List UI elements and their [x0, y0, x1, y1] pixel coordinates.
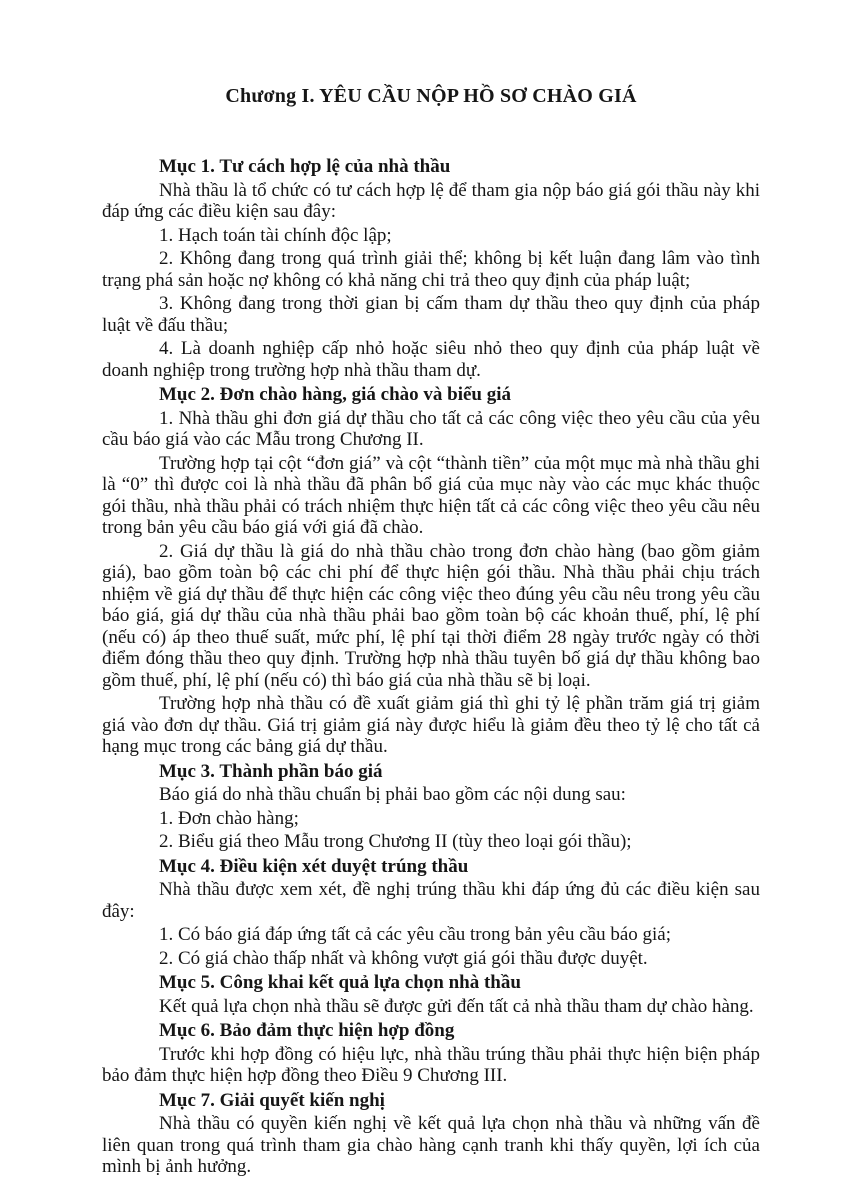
section-result-disclosure — [102, 972, 760, 1017]
paragraph: Nhà thầu là tổ chức có tư cách hợp lệ để tham gia nộp báo giá gói thầu này khi đáp ứng các điều kiện sau đây: — [102, 179, 760, 222]
section-heading: Mục 6. Bảo đảm thực hiện hợp đồng — [159, 1020, 455, 1041]
chapter-title: Chương I. YÊU CẦU NỘP HỒ SƠ CHÀO GIÁ — [225, 85, 637, 107]
paragraph: Trường hợp nhà thầu có đề xuất giảm giá thì ghi tỷ lệ phần trăm giá trị giảm giá vào đơn dự thầu. Giá trị giảm giá này được hiểu là giảm đều theo tỷ lệ cho tất cả hạng mục trong các bảng giá dự thầu. — [102, 693, 760, 757]
section-eligibility — [102, 156, 760, 381]
list-item: 1. Có báo giá đáp ứng tất cả các yêu cầu trong bản yêu cầu báo giá; — [159, 924, 672, 945]
paragraph: Trước khi hợp đồng có hiệu lực, nhà thầu trúng thầu phải thực hiện biện pháp bảo đảm thực hiện hợp đồng theo Điều 9 Chương III. — [102, 1043, 760, 1086]
paragraph: Nhà thầu có quyền kiến nghị về kết quả lựa chọn nhà thầu và những vấn đề liên quan trong quá trình tham gia chào hàng cạnh tranh khi thấy quyền, lợi ích của mình bị ảnh hưởng. — [102, 1113, 760, 1177]
section-award-conditions — [102, 856, 760, 970]
list-item: 4. Là doanh nghiệp cấp nhỏ hoặc siêu nhỏ theo quy định của pháp luật về doanh nghiệp trong trường hợp nhà thầu tham dự. — [102, 338, 760, 381]
list-item: 2. Biểu giá theo Mẫu trong Chương II (tùy theo loại gói thầu); — [159, 831, 632, 852]
section-petition-resolution — [102, 1090, 760, 1178]
list-item: 1. Đơn chào hàng; — [159, 807, 299, 829]
section-heading: Mục 4. Điều kiện xét duyệt trúng thầu — [159, 855, 469, 877]
paragraph: Trường hợp tại cột “đơn giá” và cột “thành tiền” của một mục mà nhà thầu ghi là “0” thì được coi là nhà thầu đã phân bổ giá của mục này vào các mục khác thuộc gói thầu, nhà thầu phải có trách nhiệm thực hiện tất cả các công việc theo yêu cầu nêu trong bản yêu cầu báo giá với giá đã chào. — [102, 452, 760, 538]
paragraph: 2. Giá dự thầu là giá do nhà thầu chào trong đơn chào hàng (bao gồm giảm giá), bao gồm toàn bộ các chi phí để thực hiện gói thầu. Nhà thầu phải chịu trách nhiệm về giá dự thầu để thực hiện các công việc theo đúng yêu cầu nêu trong yêu cầu báo giá, giá dự thầu của nhà thầu phải bao gồm toàn bộ các khoản thuế, phí, lệ phí (nếu có) áp theo thuế suất, mức phí, lệ phí tại thời điểm 28 ngày trước ngày có thời điểm đóng thầu theo quy định. Trường hợp nhà thầu tuyên bố giá dự thầu không bao gồm thuế, phí, lệ phí (nếu có) thì báo giá của nhà thầu sẽ bị loại. — [102, 540, 760, 691]
section-heading: Mục 7. Giải quyết kiến nghị — [159, 1089, 385, 1111]
paragraph: 1. Nhà thầu ghi đơn giá dự thầu cho tất cả các công việc theo yêu cầu của yêu cầu báo giá vào các Mẫu trong Chương II. — [102, 407, 760, 450]
section-offer-and-price — [102, 384, 760, 758]
section-heading: Mục 2. Đơn chào hàng, giá chào và biểu giá — [159, 384, 512, 405]
section-contract-guarantee — [102, 1020, 760, 1087]
list-item: 2. Có giá chào thấp nhất và không vượt giá gói thầu được duyệt. — [159, 947, 648, 969]
section-heading: Mục 3. Thành phần báo giá — [159, 760, 383, 782]
list-item: 2. Không đang trong quá trình giải thể; không bị kết luận đang lâm vào tình trạng phá sản hoặc nợ không có khả năng chi trả theo quy định của pháp luật; — [102, 248, 760, 291]
section-heading: Mục 5. Công khai kết quả lựa chọn nhà thầu — [159, 972, 521, 993]
list-item: 3. Không đang trong thời gian bị cấm tham dự thầu theo quy định của pháp luật về đấu thầu; — [102, 293, 760, 336]
paragraph: Nhà thầu được xem xét, đề nghị trúng thầu khi đáp ứng đủ các điều kiện sau đây: — [102, 879, 760, 922]
section-quote-components — [102, 761, 760, 853]
section-heading: Mục 1. Tư cách hợp lệ của nhà thầu — [159, 156, 451, 177]
paragraph: Kết quả lựa chọn nhà thầu sẽ được gửi đến tất cả nhà thầu tham dự chào hàng. — [159, 995, 754, 1017]
paragraph: Báo giá do nhà thầu chuẩn bị phải bao gồm các nội dung sau: — [159, 784, 626, 805]
list-item: 1. Hạch toán tài chính độc lập; — [159, 224, 392, 246]
